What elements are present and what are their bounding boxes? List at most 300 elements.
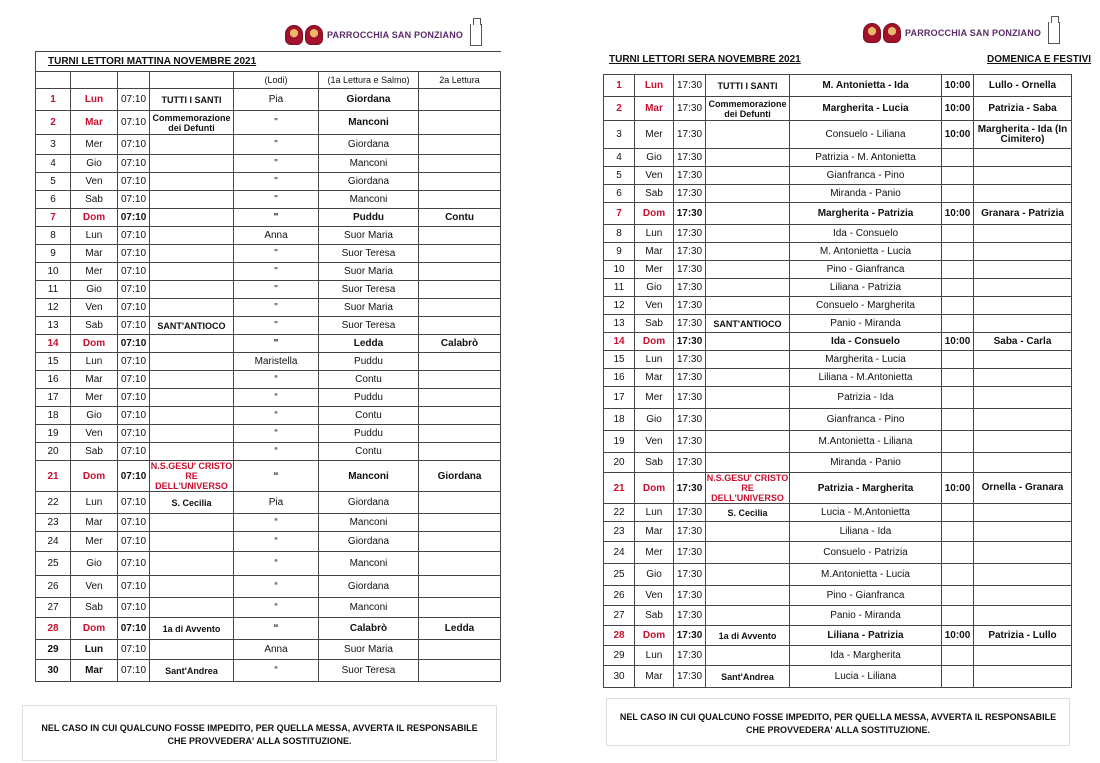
second-reading-reader: [419, 173, 501, 191]
evening-readers: Ida - Consuelo: [790, 225, 942, 243]
festive-readers: [974, 261, 1072, 279]
time: 17:30: [674, 203, 706, 225]
lodi-reader: ": [234, 317, 319, 335]
day-number: 30: [604, 666, 635, 688]
time: 07:10: [118, 89, 150, 111]
day-number: 20: [36, 443, 71, 461]
lodi-reader: ": [234, 335, 319, 353]
weekday: Dom: [635, 473, 674, 504]
evening-readers: M.Antonietta - Lucia: [790, 564, 942, 586]
first-reading-reader: Giordana: [319, 532, 419, 552]
feast: [150, 135, 234, 155]
weekday: Mer: [71, 532, 118, 552]
festive-readers: [974, 542, 1072, 564]
evening-readers: Patrizia - Ida: [790, 387, 942, 409]
table-row: [36, 299, 501, 317]
second-reading-reader: [419, 317, 501, 335]
evening-readers: Liliana - Patrizia: [790, 626, 942, 646]
weekday: Sab: [635, 606, 674, 626]
day-number: 5: [604, 167, 635, 185]
second-reading-reader: [419, 191, 501, 209]
festive-time: 10:00: [942, 626, 974, 646]
feast: [706, 167, 790, 185]
feast: [150, 155, 234, 173]
time: 07:10: [118, 443, 150, 461]
note-line-1: NEL CASO IN CUI QUALCUNO FOSSE IMPEDITO, PER QUELLA MESSA, AVVERTA IL RESPONSABILE: [41, 723, 478, 733]
feast: Commemorazione dei Defunti: [706, 97, 790, 121]
weekday: Sab: [71, 191, 118, 209]
second-reading-reader: [419, 492, 501, 514]
time: 17:30: [674, 333, 706, 351]
table-row: [604, 261, 1072, 279]
day-number: 17: [604, 387, 635, 409]
weekday: Mer: [635, 387, 674, 409]
day-number: 26: [604, 586, 635, 606]
lodi-reader: ": [234, 209, 319, 227]
first-reading-reader: Suor Teresa: [319, 660, 419, 682]
lodi-reader: ": [234, 191, 319, 209]
header-lodi: (Lodi): [234, 72, 319, 89]
second-reading-reader: Giordana: [419, 461, 501, 492]
table-row: [36, 407, 501, 425]
feast: TUTTI I SANTI: [706, 75, 790, 97]
weekday: Gio: [71, 552, 118, 576]
time: 17:30: [674, 564, 706, 586]
festive-time: [942, 225, 974, 243]
table-row: [36, 155, 501, 173]
day-number: 13: [604, 315, 635, 333]
festive-time: [942, 431, 974, 453]
second-reading-reader: [419, 135, 501, 155]
festive-time: 10:00: [942, 97, 974, 121]
weekday: Gio: [71, 281, 118, 299]
table-row: [604, 387, 1072, 409]
first-reading-reader: Giordana: [319, 135, 419, 155]
first-reading-reader: Manconi: [319, 461, 419, 492]
feast: Sant'Andrea: [150, 660, 234, 682]
day-number: 29: [604, 646, 635, 666]
table-row: [604, 351, 1072, 369]
time: 07:10: [118, 660, 150, 682]
first-reading-reader: Puddu: [319, 353, 419, 371]
time: 17:30: [674, 351, 706, 369]
weekday: Sab: [71, 317, 118, 335]
evening-readers: Consuelo - Patrizia: [790, 542, 942, 564]
day-number: 29: [36, 640, 71, 660]
day-number: 11: [604, 279, 635, 297]
weekday: Mar: [71, 245, 118, 263]
table-row: [604, 185, 1072, 203]
first-reading-reader: Contu: [319, 371, 419, 389]
feast: [706, 261, 790, 279]
table-row: [604, 279, 1072, 297]
festive-time: [942, 542, 974, 564]
feast: [706, 149, 790, 167]
day-number: 30: [36, 660, 71, 682]
lodi-reader: “: [234, 576, 319, 598]
time: 17:30: [674, 315, 706, 333]
festive-readers: [974, 522, 1072, 542]
lodi-reader: ": [234, 263, 319, 281]
feast: SANT'ANTIOCO: [706, 315, 790, 333]
table-row: [36, 209, 501, 227]
day-number: 7: [36, 209, 71, 227]
lodi-reader: Pia: [234, 89, 319, 111]
table-row: [36, 660, 501, 682]
day-number: 21: [36, 461, 71, 492]
weekday: Sab: [635, 453, 674, 473]
first-reading-reader: Manconi: [319, 552, 419, 576]
table-row: [604, 453, 1072, 473]
time: 17:30: [674, 646, 706, 666]
time: 17:30: [674, 504, 706, 522]
time: 07:10: [118, 155, 150, 173]
time: 17:30: [674, 279, 706, 297]
feast: [706, 333, 790, 351]
festive-readers: [974, 409, 1072, 431]
table-row: [604, 586, 1072, 606]
time: 17:30: [674, 149, 706, 167]
festive-time: 10:00: [942, 121, 974, 149]
feast: [706, 225, 790, 243]
evening-readers: M. Antonietta - Lucia: [790, 243, 942, 261]
lodi-reader: Pia: [234, 492, 319, 514]
festive-readers: [974, 279, 1072, 297]
header-second-reading: 2a Lettura: [419, 72, 501, 89]
day-number: 27: [604, 606, 635, 626]
time: 07:10: [118, 111, 150, 135]
day-number: 20: [604, 453, 635, 473]
weekday: Lun: [71, 640, 118, 660]
lodi-reader: “: [234, 425, 319, 443]
second-reading-reader: [419, 353, 501, 371]
day-number: 21: [604, 473, 635, 504]
feast: [150, 407, 234, 425]
weekday: Sab: [71, 598, 118, 618]
second-reading-reader: [419, 263, 501, 281]
festive-time: [942, 369, 974, 387]
day-number: 26: [36, 576, 71, 598]
time: 17:30: [674, 185, 706, 203]
weekday: Mar: [71, 514, 118, 532]
festive-readers: [974, 666, 1072, 688]
feast: Commemorazione dei Defunti: [150, 111, 234, 135]
evening-readers: Patrizia - M. Antonietta: [790, 149, 942, 167]
time: 17:30: [674, 409, 706, 431]
day-number: 25: [36, 552, 71, 576]
second-reading-reader: [419, 371, 501, 389]
evening-readers: Pino - Gianfranca: [790, 261, 942, 279]
festive-readers: [974, 606, 1072, 626]
weekday: Gio: [71, 155, 118, 173]
feast: [706, 185, 790, 203]
table-row: [36, 263, 501, 281]
feast: [150, 227, 234, 245]
header-first-reading: (1a Lettura e Salmo): [319, 72, 419, 89]
festive-readers: Ornella - Granara: [974, 473, 1072, 504]
table-row: [36, 532, 501, 552]
time: 07:10: [118, 353, 150, 371]
time: 07:10: [118, 407, 150, 425]
feast: TUTTI I SANTI: [150, 89, 234, 111]
time: 07:10: [118, 640, 150, 660]
weekday: Mar: [635, 666, 674, 688]
time: 07:10: [118, 371, 150, 389]
second-reading-reader: Calabrò: [419, 335, 501, 353]
first-reading-reader: Manconi: [319, 514, 419, 532]
weekday: Mar: [635, 243, 674, 261]
festive-time: [942, 504, 974, 522]
time: 07:10: [118, 552, 150, 576]
feast: [706, 542, 790, 564]
feast: [150, 335, 234, 353]
day-number: 24: [36, 532, 71, 552]
weekday: Lun: [635, 646, 674, 666]
time: 17:30: [674, 606, 706, 626]
evening-readers: Liliana - Ida: [790, 522, 942, 542]
time: 17:30: [674, 243, 706, 261]
feast: [150, 263, 234, 281]
weekday: Dom: [71, 618, 118, 640]
table-row: [36, 335, 501, 353]
morning-table-title: TURNI LETTORI MATTINA NOVEMBRE 2021: [36, 52, 501, 72]
weekday: Lun: [71, 227, 118, 245]
second-reading-reader: [419, 89, 501, 111]
festive-time: [942, 185, 974, 203]
table-row: [604, 75, 1072, 97]
parish-logo-icon: [285, 25, 323, 45]
feast: [150, 443, 234, 461]
second-reading-reader: [419, 532, 501, 552]
day-number: 23: [604, 522, 635, 542]
second-reading-reader: [419, 389, 501, 407]
weekday: Gio: [71, 407, 118, 425]
festive-readers: [974, 167, 1072, 185]
morning-readers-table: [35, 51, 501, 682]
second-reading-reader: [419, 245, 501, 263]
feast: [706, 431, 790, 453]
table-row: [36, 618, 501, 640]
evening-readers: Margherita - Lucia: [790, 97, 942, 121]
table-row: [604, 431, 1072, 453]
first-reading-reader: Ledda: [319, 335, 419, 353]
evening-readers: Panio - Miranda: [790, 315, 942, 333]
table-row: [604, 149, 1072, 167]
time: 07:10: [118, 299, 150, 317]
festive-readers: Patrizia - Saba: [974, 97, 1072, 121]
festive-readers: [974, 369, 1072, 387]
weekday: Sab: [71, 443, 118, 461]
day-number: 24: [604, 542, 635, 564]
feast: [706, 606, 790, 626]
weekday: Mer: [71, 135, 118, 155]
time: 07:10: [118, 245, 150, 263]
lodi-reader: ": [234, 111, 319, 135]
feast: [706, 387, 790, 409]
lodi-reader: Anna: [234, 227, 319, 245]
weekday: Lun: [635, 75, 674, 97]
day-number: 28: [36, 618, 71, 640]
parish-logo-icon: [863, 23, 901, 43]
festive-time: [942, 606, 974, 626]
day-number: 9: [36, 245, 71, 263]
festive-readers: [974, 243, 1072, 261]
evening-readers: Ida - Margherita: [790, 646, 942, 666]
table-row: [36, 353, 501, 371]
lodi-reader: “: [234, 598, 319, 618]
table-row: [604, 97, 1072, 121]
time: 07:10: [118, 263, 150, 281]
table-row: [36, 492, 501, 514]
festive-readers: Patrizia - Lullo: [974, 626, 1072, 646]
weekday: Dom: [71, 209, 118, 227]
feast: [706, 121, 790, 149]
weekday: Sab: [635, 185, 674, 203]
weekday: Gio: [635, 409, 674, 431]
day-number: 18: [604, 409, 635, 431]
table-row: [604, 522, 1072, 542]
weekday: Ven: [71, 576, 118, 598]
table-title-row: [36, 52, 501, 72]
second-reading-reader: [419, 660, 501, 682]
time: 17:30: [674, 369, 706, 387]
lodi-reader: “: [234, 618, 319, 640]
table-row: [36, 576, 501, 598]
evening-readers-table: [603, 74, 1072, 688]
day-number: 23: [36, 514, 71, 532]
weekday: Mer: [635, 121, 674, 149]
evening-readers: Miranda - Panio: [790, 185, 942, 203]
lodi-reader: “: [234, 443, 319, 461]
first-reading-reader: Giordana: [319, 576, 419, 598]
festive-readers: Granara - Patrizia: [974, 203, 1072, 225]
evening-readers: Lucia - Liliana: [790, 666, 942, 688]
second-reading-reader: [419, 111, 501, 135]
first-reading-reader: Manconi: [319, 191, 419, 209]
table-row: [604, 564, 1072, 586]
time: 17:30: [674, 626, 706, 646]
table-row: [604, 646, 1072, 666]
evening-readers: M.Antonietta - Liliana: [790, 431, 942, 453]
festive-readers: [974, 564, 1072, 586]
time: 07:10: [118, 514, 150, 532]
table-row: [36, 640, 501, 660]
festive-time: [942, 522, 974, 542]
festive-time: [942, 453, 974, 473]
time: 17:30: [674, 387, 706, 409]
day-number: 19: [604, 431, 635, 453]
table-row: [604, 666, 1072, 688]
feast: [706, 409, 790, 431]
day-number: 15: [36, 353, 71, 371]
first-reading-reader: Puddu: [319, 389, 419, 407]
table-row: [36, 514, 501, 532]
evening-readers: Gianfranca - Pino: [790, 409, 942, 431]
time: 07:10: [118, 389, 150, 407]
table-row: [36, 111, 501, 135]
evening-readers: Pino - Gianfranca: [790, 586, 942, 606]
lodi-reader: “: [234, 660, 319, 682]
table-row: [604, 626, 1072, 646]
feast: [150, 299, 234, 317]
feast: [706, 646, 790, 666]
note-line-2: CHE PROVVEDERA' ALLA SOSTITUZIONE.: [167, 736, 352, 746]
time: 17:30: [674, 225, 706, 243]
first-reading-reader: Manconi: [319, 111, 419, 135]
weekday: Dom: [635, 333, 674, 351]
festive-time: 10:00: [942, 473, 974, 504]
time: 17:30: [674, 453, 706, 473]
feast: [150, 173, 234, 191]
festive-readers: [974, 387, 1072, 409]
festive-readers: Margherita - Ida (In Cimitero): [974, 121, 1072, 149]
festive-time: [942, 564, 974, 586]
day-number: 25: [604, 564, 635, 586]
day-number: 4: [604, 149, 635, 167]
weekday: Gio: [635, 149, 674, 167]
table-row: [36, 173, 501, 191]
weekday: Gio: [635, 279, 674, 297]
feast: Sant'Andrea: [706, 666, 790, 688]
festive-time: [942, 297, 974, 315]
festive-readers: [974, 504, 1072, 522]
festive-time: [942, 149, 974, 167]
festive-readers: Saba - Carla: [974, 333, 1072, 351]
feast: [150, 353, 234, 371]
feast: [150, 640, 234, 660]
day-number: 1: [36, 89, 71, 111]
weekday: Mar: [635, 369, 674, 387]
festive-readers: [974, 351, 1072, 369]
feast: SANT'ANTIOCO: [150, 317, 234, 335]
table-row: [604, 225, 1072, 243]
time: 17:30: [674, 666, 706, 688]
feast: [150, 552, 234, 576]
table-row: [36, 425, 501, 443]
day-number: 2: [604, 97, 635, 121]
table-row: [36, 371, 501, 389]
weekday: Dom: [635, 203, 674, 225]
first-reading-reader: Giordana: [319, 173, 419, 191]
right-replacement-note: [606, 698, 1070, 746]
time: 07:10: [118, 135, 150, 155]
evening-readers: Liliana - Patrizia: [790, 279, 942, 297]
time: 17:30: [674, 542, 706, 564]
feast: [706, 586, 790, 606]
table-row: [36, 227, 501, 245]
lodi-reader: “: [234, 532, 319, 552]
table-row: [604, 333, 1072, 351]
festive-readers: [974, 453, 1072, 473]
table-row: [36, 443, 501, 461]
day-number: 14: [36, 335, 71, 353]
lodi-reader: Anna: [234, 640, 319, 660]
time: 07:10: [118, 576, 150, 598]
evening-readers: Lucia - M.Antonietta: [790, 504, 942, 522]
time: 07:10: [118, 209, 150, 227]
second-reading-reader: [419, 155, 501, 173]
time: 07:10: [118, 335, 150, 353]
lodi-reader: “: [234, 514, 319, 532]
table-row: [36, 135, 501, 155]
table-row: [36, 317, 501, 335]
time: 07:10: [118, 191, 150, 209]
feast: [150, 245, 234, 263]
weekday: Sab: [635, 315, 674, 333]
feast: N.S.GESU' CRISTO RE DELL'UNIVERSO: [706, 473, 789, 503]
evening-readers: Margherita - Lucia: [790, 351, 942, 369]
second-reading-reader: [419, 443, 501, 461]
